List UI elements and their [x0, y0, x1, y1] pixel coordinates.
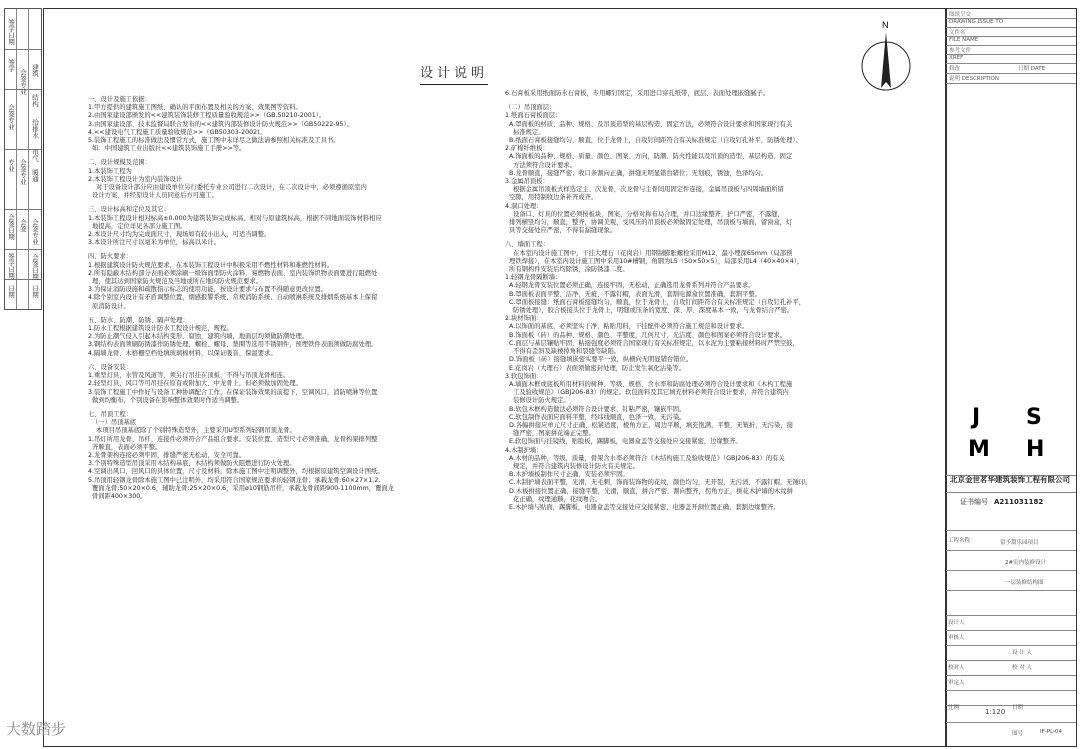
strip-label: 会签日期	[7, 214, 15, 240]
text-line: （一）吊顶基底	[88, 419, 137, 427]
text-line: 工及验收规范》（GBJ206-83）的规定。软包面料及其它填充材料必须符合设计要求，并符合建筑内	[505, 389, 789, 397]
text-line: 所有钢构件安装后均除锈，涂防锈漆二度。	[505, 266, 629, 274]
text-line: 2.块材饰面：	[505, 315, 543, 323]
strip-label: 会签专业	[31, 219, 39, 245]
section-heading: 八、墙面工程：	[505, 241, 550, 249]
text-line: 1.吊灯所用龙骨、吊杆、连接件必须符合产品组合要求。安装位置、造型尺寸必须准确，龙骨构架排列整	[88, 435, 378, 443]
svg-text:H: H	[1026, 437, 1045, 462]
section-heading: 六、设备安装：	[88, 363, 133, 371]
text-line: 1.甲方提供的建筑施工图纸、确认的平面布置及相关的方案、效果图等资料。	[88, 104, 302, 112]
north-label: N	[882, 20, 889, 30]
tb-row: DRAWING ISSUE TO	[946, 18, 1076, 28]
strip-label: 日期	[31, 285, 39, 298]
strip-label: 签字	[7, 59, 15, 72]
text-line: 4.洞口处理：	[505, 202, 543, 210]
text-line: 4.木制护墙：	[505, 446, 543, 454]
strip-label: 会签	[19, 219, 27, 232]
tb-row: XREF	[946, 54, 1076, 64]
text-line: 本项目吊顶基底除了个别特殊造型外，主要采用U型系列轻钢吊顶龙骨。	[88, 427, 296, 435]
text-line: 1.重型灯具，水管及风道等，须另行吊挂在顶板，不得与吊顶龙骨相连。	[88, 372, 290, 380]
text-line: C.软包制作表面应面料平整，经纬线顺直，色泽一致，无污染。	[505, 413, 686, 421]
text-line: B.饰面板（砖）的品种、规格、颜色、平整度，几何尺寸，光洁度、颜色和图案必须符合设计要求。	[505, 331, 787, 339]
text-line: E.木护墙与贴面，踢脚板，电器盒盖等交接处应交接紧密，电器盖开洞位置正确，套割边缘整齐。	[505, 503, 780, 511]
text-line: 3.个别特殊造型吊顶采用木结构基底，木结构须做防火阻燃进行防火处理。	[88, 460, 296, 468]
text-line: 标准规定。	[505, 128, 545, 136]
text-line: 2.本装饰工程设计为室内装饰设计	[88, 175, 183, 183]
text-line: A.墙面木框或底板所用材料的树种、等级、规格、含水率和防腐处理必须符合设计要求和《木构工程施	[505, 380, 793, 388]
tb-row: 修改 日期 DATE	[946, 63, 1076, 74]
text-line: 具等交接处应严密，不得有漏缝现象。	[505, 227, 617, 235]
strip-label: 会签专业	[7, 104, 15, 130]
sign-label: 审核人	[948, 635, 965, 641]
sign-off-strip	[4, 8, 42, 310]
tb-row: 图纸呈交	[946, 9, 1076, 19]
drawing-no: IF-PL-04	[1040, 729, 1063, 735]
watermark: 大数踏步	[6, 720, 67, 738]
text-line: D.木板拼接位置正确，接缝平整，光滑，顺直，拼合严密，割向整齐，拐角方正，拼花木护墙的木纹拼	[505, 487, 793, 495]
text-line: C.面层与基层镶贴牢固，粘接强度必须符合国家现行有关标准规定，以水泥为主要粘接材料时严禁空鼓，	[505, 339, 799, 347]
text-line: E.花岗岩（大理石）表面须做密封处理，防止发生氧化沾染等。	[505, 364, 686, 372]
strip-label: 日期	[7, 285, 15, 298]
tb-row: 文件名	[946, 27, 1076, 37]
sign-label: 设计人	[948, 620, 965, 626]
text-line: 骨间距400×300。	[88, 492, 147, 500]
text-line: 4.<<建设电气工程施工质量验收规范>>（GB50303-2002)。	[88, 128, 266, 136]
text-line: 埋铁焊接），在本室内设计施工图中采用10#槽钢，角钢为L5（50×50×5），局部采用L4（40×40×4），	[505, 257, 804, 265]
left-text-column	[88, 90, 498, 501]
text-line: 3.钢结构表面须刷防锈漆作防锈处理，螺栓、螺母、垫圈等选用不锈钢件，预埋铁件表面须做防腐处理。	[88, 341, 378, 349]
drawing-no-label: 图号	[1012, 731, 1024, 737]
text-line: 防锈处理），胶合板接头位于龙骨上，明缝或压条的宽度、深、厚、深度基本一致，与龙骨结合严密。	[505, 307, 794, 315]
strip-label: 电气	[31, 149, 39, 162]
text-line: 在本室内设计施工图中，干挂大理石（花岗岩）用钢制膨胀螺栓采用M12，最小埋深65mm（局部预	[505, 249, 793, 257]
text-line: A.以饰面的基底，必须坚实干净，粘贴用料，干挂配件必须符合施工规范和设计要求。	[505, 323, 749, 331]
text-line: 齐顺直，表面必须平整。	[88, 443, 162, 451]
text-line: 2.矿棉纤维板：	[505, 145, 549, 153]
section-heading: 一、设计及施工依据：	[88, 96, 151, 103]
svg-text:J: J	[972, 405, 981, 430]
text-line: 2.轻型灯具，风口等可吊挂在原有或附加大、中龙骨上，但必须做加固处理。	[88, 380, 302, 388]
text-line: 1.纸面石膏板面层：	[505, 112, 562, 120]
text-line: 原消防设计。	[88, 302, 130, 310]
text-line: 4.空调出风口，回风口的具体位置，尺寸及材料，除本施工图中注明调整外，均根据原建筑空调设计图纸。	[88, 468, 384, 476]
text-line: 3.金属吊顶板：	[505, 178, 549, 186]
text-line: 排列横竖均匀，顺直，整齐，协调美观，受风压的吊顶板必须做固定处理，吊顶板与墙面，留窗盒，灯	[505, 219, 793, 227]
section-heading: 五、防水、防潮、防锈、隔声处理：	[88, 316, 189, 324]
text-line: C.罩面板接缝：纸面石膏板接缝均匀，顺直，位于龙骨上，自攻钉间距符合有关标准规定（自攻钉孔补平，	[505, 298, 806, 306]
text-line: 地提高，定位详见各部分施工图。	[88, 222, 187, 230]
sign-label: 校 对 人	[1012, 665, 1032, 671]
text-line: 2.由国家建设部颁发的<<建筑装饰装修工程质量验收规范>>（GB.50210-2001）。	[88, 112, 326, 120]
section-heading: 二、设计规模及范围：	[88, 159, 151, 167]
text-line: 2.龙骨架构连接必须牢固，排缝严密无松动，安全可靠。	[88, 451, 246, 459]
text-line: A.饰面板的品种、规格、质量、颜色、图案、方向，防潮、防火性能以及吊顶的造型、基层构造、固定	[505, 153, 793, 161]
tb-row: 参考文件	[946, 45, 1076, 55]
sign-label: 校对人	[948, 665, 965, 671]
subproject-name: 2#室内装修设计	[1005, 560, 1047, 566]
section-heading: 七、吊顶工程：	[88, 410, 133, 418]
tb-row: 说明 DESCRIPTION	[946, 73, 1076, 84]
text-line: 3.为保证消防设施和疏散指示标志的使用功能，按设计要求与布置不得随意更改位置。	[88, 286, 327, 294]
text-line: 2.为防止潮气侵入引起木结构变形、腐蚀，建筑内墙，地面层均须做防潮处理。	[88, 333, 309, 341]
text-line: 1.防水工程根据建筑设计防水工程设计规范，规程。	[88, 325, 233, 333]
svg-text:M: M	[968, 437, 990, 462]
strip-label: 会签专业	[19, 69, 27, 95]
text-line: B.龙骨顺直，接缝严密；收口条割向正确，拼缝无明显错台错位；无划痕，锈蚀，色泽均匀。	[505, 169, 768, 177]
strip-label: 签字日期	[7, 19, 15, 45]
text-line: A.木材的品种，等级，质量，骨架含水率必须符合《木结构施工及验收规范》（GBJ206-83）的有关	[505, 454, 785, 462]
text-line: B.罩面板表面平整、洁净，无疵，不露钉帽，表面光滑，套割电源盒位置准确，套割平整。	[505, 290, 761, 298]
text-line: 缝严密，图案拼花端正完整。	[505, 430, 595, 438]
right-text-column	[505, 90, 935, 512]
text-line: A.罩面板的材质、品种、规格、及吊顶造型的基层构造、固定方法，必须符合设计要求和国家现行有关	[505, 120, 793, 128]
strip-label: 会签日期	[31, 254, 39, 280]
strip-label: 会签专业	[19, 159, 27, 185]
text-line: 花正确，纹理通顺，花纹吻合。	[505, 495, 602, 503]
section-heading: （二）吊顶面层：	[505, 104, 556, 112]
text-line: 1.根据建筑设计防火规范要求，在本装饰工程设计中积极采用不燃性材料和难燃性材料。	[88, 261, 334, 269]
text-line: 1.本装饰工程为	[88, 167, 132, 175]
project-name: 留予甜乐园项目	[1000, 540, 1039, 546]
text-line: B.软包木框构造做法必须符合设计要求，钉粘严密，镶嵌牢固。	[505, 405, 686, 413]
project-label: 工程名称	[948, 538, 971, 544]
text-line: C.木制护墙表面平整，光滑，无毛刺，饰面装饰物的花纹，颜色均匀，无开裂，无污渍，不露钉帽，无锤印。	[505, 479, 812, 487]
text-line: 规定，并符合建筑内装修设计防火有关规定。	[505, 462, 639, 470]
text-line: 5.吊顶用轻钢龙骨除本施工图中已注明外，均采用符合国家规范要求的轻钢龙骨；承载龙骨:60×27×1.2,	[88, 476, 381, 484]
text-line: B.纸面石膏板接缝均匀，顺直，位于龙骨上，自攻钉间距符合有关标准规定（自攻钉孔补平，防锈处理）。	[505, 137, 802, 145]
sign-label: 设 计 人	[1012, 650, 1032, 656]
text-line: 6.石膏板采用纸面防水石膏板，专用螺钉固定，采用进口穿孔纸带，底层、表面处理嵌缝腻子。	[505, 90, 770, 97]
text-line: 对于设备设计部分应由建设单位另行委托专业公司进行二次设计，在二次设计中，必须遵循原室内	[88, 184, 367, 192]
section-heading: 四、防火要求：	[88, 253, 133, 261]
company-logo	[950, 398, 1070, 466]
strip-label: 结构	[31, 94, 39, 107]
drawing-name: 一层装修结构图	[1005, 580, 1044, 586]
text-line: 5.装饰工程施工的标准做法及惯常方式，施工图中未详尽之做法请参照相关标准及工具书。	[88, 137, 340, 145]
strip-label: 建筑	[31, 64, 39, 77]
certificate: 证书编号 A211031182	[960, 498, 1044, 506]
tb-row: FILE NAME	[946, 36, 1076, 46]
text-line: 根据金属吊顶板式样选定主、次龙骨，次龙骨与主骨间用固定件连接，金属吊顶板与四周墙面所留	[505, 186, 784, 194]
text-line: 覆面龙骨:50×20×0.6，辅助龙骨:25×20×0.6，采用ø10钢筋吊杆，承载龙骨间距900-1100mm，覆面龙	[88, 484, 394, 492]
strip-label: 专业	[7, 159, 15, 172]
date-label: 日期	[1012, 705, 1024, 711]
text-line: 装修设计防火规定。	[505, 397, 570, 405]
text-line: 4.除个别室内设计有矛盾调整位置，烟感报警系统、常规消防系统、自动喷淋系统及排烟系统基本上保留	[88, 294, 378, 302]
text-line: A.轻钢龙骨安装位置必须正确，连接牢固，无松动，正确选用龙骨系列并符合产品要求。	[505, 282, 755, 290]
strip-label: 给排水	[31, 119, 39, 139]
text-line: 1.轻钢龙骨隔断墙：	[505, 274, 562, 282]
text-line: 4.隔墙龙骨、木格栅空档处填玻璃棉材料，以保证吸音，保温要求。	[88, 349, 277, 357]
section-heading: 三、设计标高和定位及其它：	[88, 206, 170, 214]
text-line: 3.由国家建设部、技术监督局联合发布的<<建筑内部装修设计防火规范>>（GB50222-95）。	[88, 120, 353, 128]
text-line: 2.本设计尺寸均为完成面尺寸，现场如有较小出入，可适当调整。	[88, 231, 271, 239]
text-line: D.饰面板（砖）接缝填嵌密实要平一致，纵横向无明显错台错位。	[505, 356, 693, 364]
text-line: 方法须符合设计要求。	[505, 161, 576, 169]
scale-label: 比例	[948, 705, 960, 711]
company-name: 北京金世茗华建筑装饰工程有限公司	[950, 475, 1070, 484]
text-line: E.软包饰面与挂镜线，贴脸板，踢脚板，电器盒盖等交接处应交接紧密，边缘整齐。	[505, 438, 742, 446]
text-line: 1.本装饰工程设计相对标高±0.000为建筑装饰完成标高，相对与原建筑标高，根据不同地面装饰材料相应	[88, 214, 382, 222]
scale-value: 1:120	[985, 708, 1006, 716]
text-line: 做到均衡布，个别设备在影响整体效果时作适当调整。	[88, 396, 244, 404]
text-line: 设备口、灯具的位置必须按板块，图案，分格对称布局合理，并口边缘整齐，护口严密，不露缝，	[505, 210, 784, 218]
north-arrow-icon	[858, 18, 914, 98]
strip-label: 暖通	[31, 169, 39, 182]
text-line: 2.所有隐蔽木结构部分表面必须涂刷一级饰面型防火涂料，易燃物表面、室内装饰织物表面要进行阻燃处	[88, 269, 378, 277]
text-line: 3.软包饰面：	[505, 372, 543, 380]
text-line: 如：中国建筑工业出版社<<建筑装饰施工手册>>等。	[88, 145, 246, 153]
strip-label: 签字日期	[7, 253, 15, 279]
text-line: D.各幅拼接应单元尺寸正确，松紧适度，棱角方正，周边平顺，填充饱满，平整，无皱折，无污染，接	[505, 421, 793, 429]
page-title: 设计说明	[420, 62, 488, 81]
text-line: 3.本设计所注尺寸以毫米为单位，标高以米计。	[88, 239, 220, 247]
text-line: 理，使其达到国家防火规范及当地或所在地的防火规范要求。	[88, 278, 263, 286]
text-line: 3.装饰工程施工中作好与设备工种协调配合工作，在保证装饰效果的前提下，空调风口，消防喷淋等位置	[88, 388, 378, 396]
sign-label: 审定人	[948, 680, 965, 686]
text-line: 不得有歪斜及缺棱掉角和裂缝等缺陷。	[505, 348, 621, 356]
text-line: 空隙，用特制收边条补齐成齐。	[505, 194, 598, 202]
text-line: 设计方案，并经原设计人员同意后方可施工。	[88, 192, 218, 200]
svg-text:S: S	[1026, 405, 1042, 430]
text-line: B.木护墙板制作尺寸正确，安装必须牢固。	[505, 471, 629, 479]
